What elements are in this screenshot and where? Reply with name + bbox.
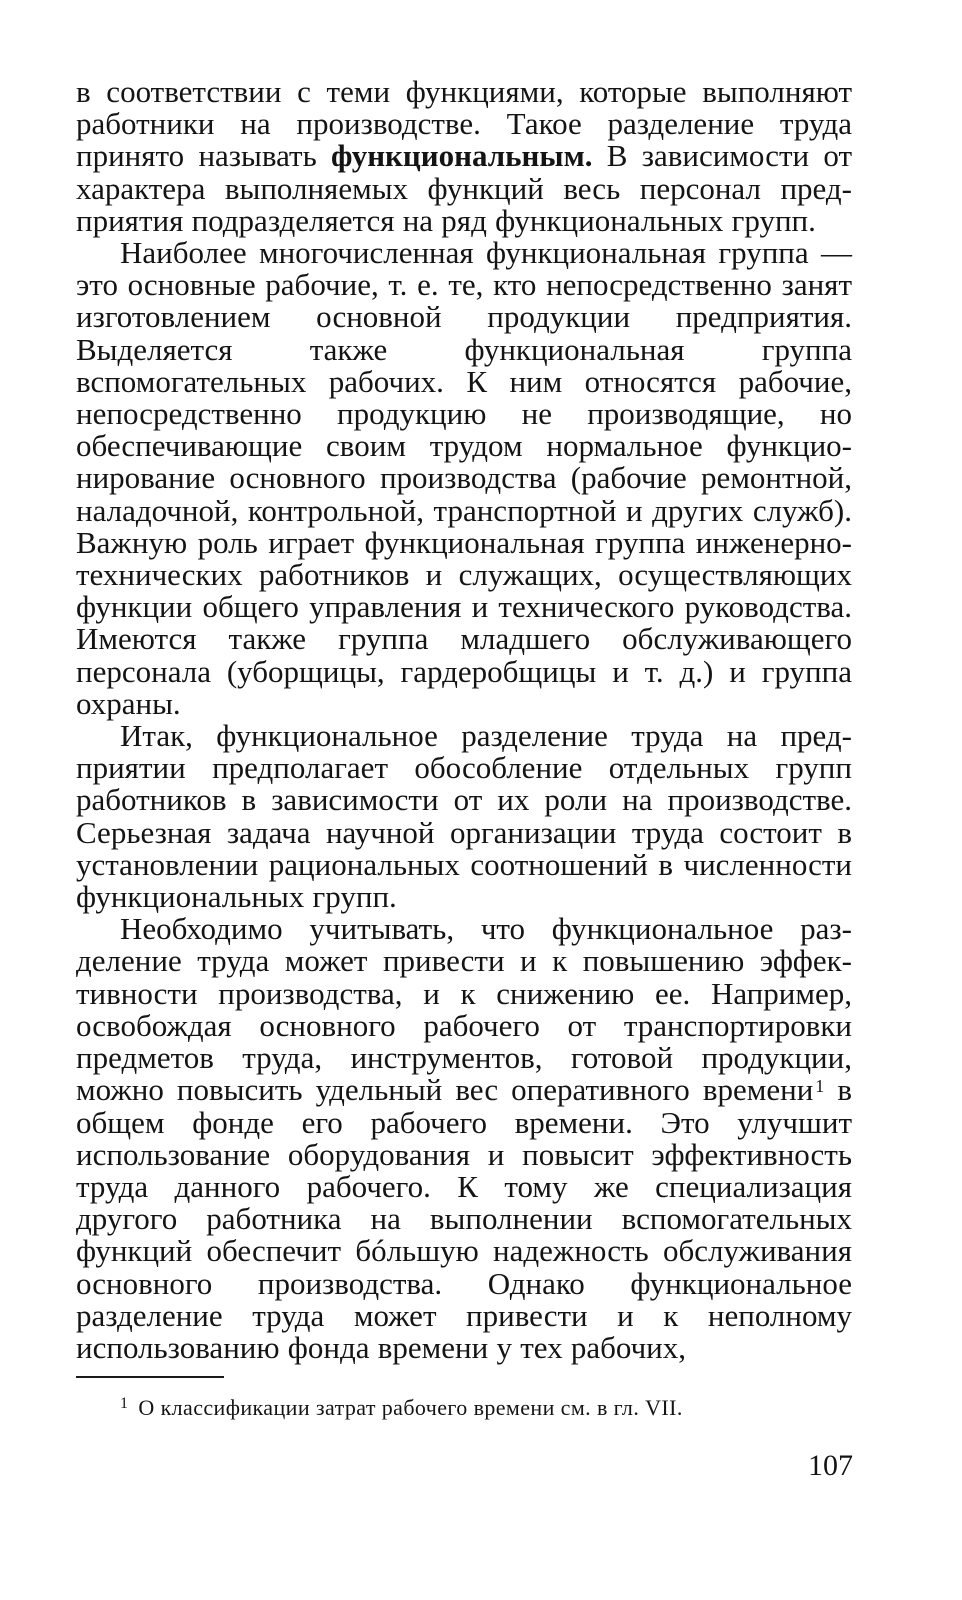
footnote-divider (76, 1376, 224, 1378)
footnote (120, 1395, 683, 1424)
page-body (76, 76, 852, 1364)
footnote-mark: 1 (120, 1395, 129, 1412)
paragraph-1-text-end: В зависимости от характера выполняемых функций весь персонал предприятия подразделяется на ряд функциональных групп. (76, 138, 852, 238)
footnote-text: О классификации затрат рабочего времени см. в гл. VII. (138, 1395, 683, 1420)
paragraph-1 (76, 76, 852, 237)
paragraph-3: Итак, функциональное разделение труда на предприятии предполагает обособление отдельных групп работников в зависимости от их роли на производстве. Серьезная задача научной организации труда состоит в установлении рациональных соотношений в численности функциональных групп. (76, 718, 852, 915)
term-functional: функциональным. (331, 138, 593, 174)
footnote-reference: 1 (815, 1076, 825, 1097)
paragraph-1-text-start: в соответствии с теми функциями, которые выполняют работники на производстве. Такое разделение труда принято называть (76, 74, 852, 174)
paragraph-4-text-end: в общем фонде его рабочего времени. Это улучшит использование оборудования и повысит эффективность труда данного рабочего. К тому же специализация другого работника на выполнении вспомогательных функций обеспечит бóльшую надежность обслуживания основного производства. Однако функциональное разделение труда может привести и к неполному использованию фонда времени у тех рабочих, (76, 1072, 853, 1365)
paragraph-4-text-start: Необходимо учитывать, что функциональное разделение труда может привести и к повышению эффективности производства, и к снижению ее. Например, освобождая основного рабочего от транспортировки предметов труда, инструментов, готовой продукции, можно повысить удельный вес оперативного времени (76, 911, 852, 1108)
page-number: 107 (808, 1449, 853, 1482)
paragraph-2: Наиболее многочисленная функциональная группа — это основные рабочие, т. е. те, кто непосредственно занят изготовлением основной продукции предприятия. Выделяется также функциональная группа вспомогательных рабочих. К ним относятся рабочие, непосредственно продукцию не производящие, но обеспечивающие своим трудом нормальное функционирование основного производства (рабочие ремонтной, наладочной, контрольной, транспортной и других служб). Важную роль играет функциональная группа инженерно-технических работников и служащих, осуществляющих функции общего управления и технического руководства. Имеются также группа младшего обслуживающего персонала (уборщицы, гардеробщицы и т. д.) и группа охраны. (76, 235, 852, 721)
paragraph-4 (76, 913, 852, 1364)
